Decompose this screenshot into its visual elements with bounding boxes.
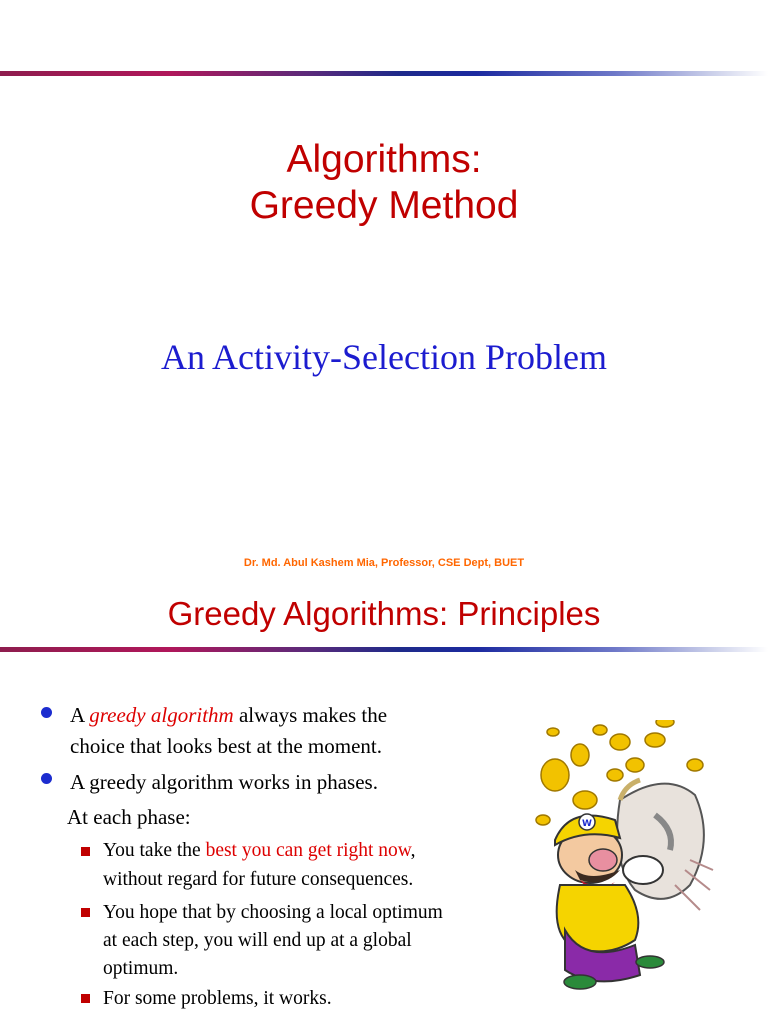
slide-title: Greedy Algorithms: Principles <box>167 595 601 632</box>
bullet-2-line-1: A greedy algorithm works in phases. <box>70 770 378 794</box>
sub-bullet-3-line-1: For some problems, it works. <box>103 988 332 1009</box>
sub-bullet-2-line-2: at each step, you will end up at a global <box>103 930 412 951</box>
bullet-dot-icon <box>41 707 52 718</box>
slide-title <box>0 137 768 229</box>
square-bullet-icon <box>81 847 90 856</box>
sub-bullet-1-line-1 <box>103 837 416 865</box>
square-bullet-icon <box>81 994 90 1003</box>
slide-subtitle: An Activity-Selection Problem <box>161 337 607 377</box>
bullet-1-emphasis: greedy algorithm <box>89 703 234 727</box>
bullet-1-prefix: A <box>70 703 90 727</box>
header-rule <box>0 71 768 76</box>
title-line-2: Greedy Method <box>249 184 519 227</box>
sub-bullet-2-line-3: optimum. <box>103 958 179 979</box>
author-credit: Dr. Md. Abul Kashem Mia, Professor, CSE Dept, BUET <box>243 557 525 569</box>
greedy-character-with-money-bag-icon <box>525 720 715 990</box>
bullet-2-line-2: At each phase: <box>67 805 191 829</box>
bullet-1-line-1 <box>70 700 387 730</box>
principles-slide <box>0 580 768 1024</box>
square-bullet-icon <box>81 908 90 917</box>
sub-bullet-1-line-2: without regard for future consequences. <box>103 869 414 890</box>
sub-bullet-1-suffix: , <box>410 840 416 861</box>
bullet-1-line-2: choice that looks best at the moment. <box>70 734 383 758</box>
svg-text:W: W <box>582 819 592 829</box>
sub-bullet-2-line-1: You hope that by choosing a local optimum <box>103 902 443 923</box>
bullet-1-rest: always makes the <box>233 703 388 727</box>
bullet-dot-icon <box>41 773 52 784</box>
header-rule <box>0 647 768 652</box>
sub-bullet-1-emphasis: best you can get right now <box>205 840 411 861</box>
title-line-1: Algorithms: <box>286 138 482 181</box>
sub-bullet-1-prefix: You take the <box>103 840 206 861</box>
